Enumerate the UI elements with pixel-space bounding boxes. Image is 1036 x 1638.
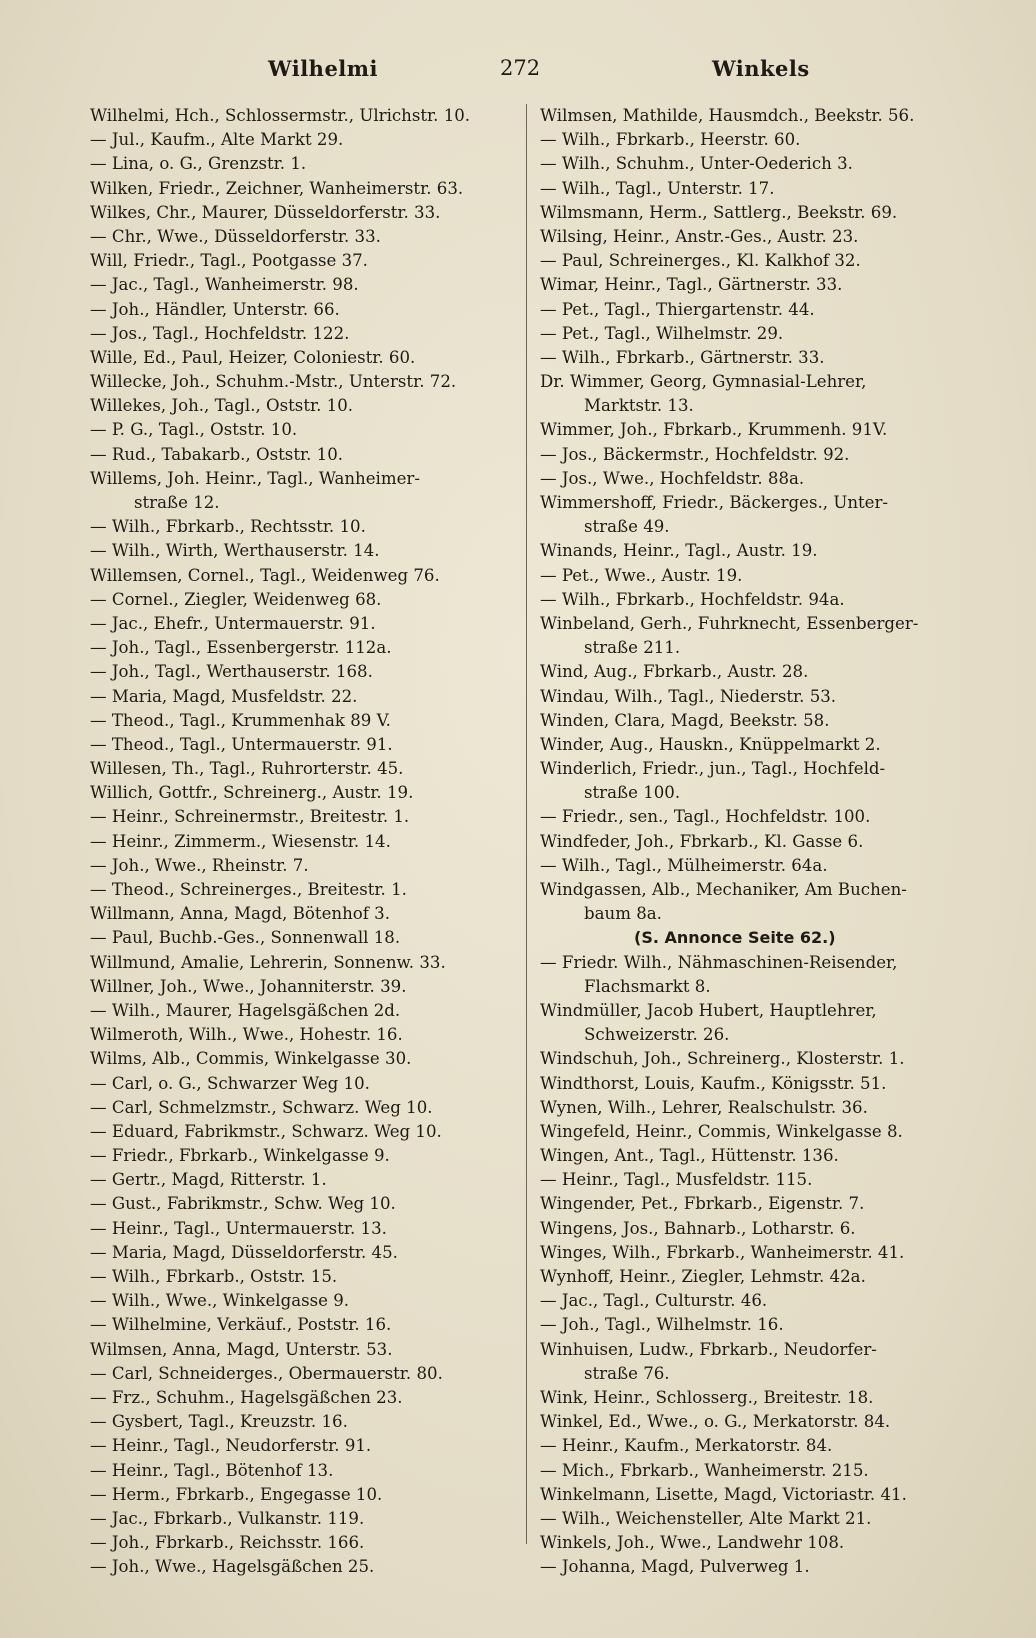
directory-entry: Wingender, Pet., Fbrkarb., Eigenstr. 7. — [540, 1194, 865, 1214]
directory-entry: Willmann, Anna, Magd, Bötenhof 3. — [90, 904, 390, 924]
directory-entry: — Wilh., Weichensteller, Alte Markt 21. — [540, 1508, 872, 1528]
directory-entry: — Heinr., Tagl., Neudorferstr. 91. — [90, 1436, 372, 1456]
directory-entry: Winder, Aug., Hauskn., Knüppelmarkt 2. — [540, 734, 881, 754]
directory-entry: Wynen, Wilh., Lehrer, Realschulstr. 36. — [540, 1097, 868, 1117]
directory-entry: — Chr., Wwe., Düsseldorferstr. 33. — [90, 226, 381, 246]
directory-entry: Wingefeld, Heinr., Commis, Winkelgasse 8. — [540, 1121, 903, 1141]
directory-entry: — Wilh., Fbrkarb., Heerstr. 60. — [540, 130, 801, 150]
entry-continuation: baum 8a. — [584, 904, 662, 924]
directory-entry: — Joh., Tagl., Essenbergerstr. 112a. — [90, 638, 392, 658]
directory-entry: — Joh., Wwe., Rheinstr. 7. — [90, 855, 309, 875]
directory-entry: — Jos., Bäckermstr., Hochfeldstr. 92. — [540, 444, 850, 464]
directory-entry: — Heinr., Tagl., Untermauerstr. 13. — [90, 1218, 387, 1238]
directory-entry: Willems, Joh. Heinr., Tagl., Wanheimer- — [90, 468, 420, 488]
directory-entry: Winden, Clara, Magd, Beekstr. 58. — [540, 710, 830, 730]
directory-entry: — Jac., Ehefr., Untermauerstr. 91. — [90, 613, 376, 633]
directory-entry: — Heinr., Zimmerm., Wiesenstr. 14. — [90, 831, 391, 851]
directory-entry: Wimmer, Joh., Fbrkarb., Krummenh. 91V. — [540, 420, 888, 440]
directory-entry: — Wilh., Tagl., Unterstr. 17. — [540, 178, 775, 198]
directory-entry: — Jos., Tagl., Hochfeldstr. 122. — [90, 323, 350, 343]
entry-continuation: straße 76. — [584, 1363, 670, 1383]
entry-continuation: straße 12. — [134, 493, 220, 512]
directory-entry: Wingen, Ant., Tagl., Hüttenstr. 136. — [540, 1146, 839, 1166]
directory-entry: — Gysbert, Tagl., Kreuzstr. 16. — [90, 1412, 348, 1432]
page-header — [90, 52, 970, 92]
directory-entry: — Jac., Tagl., Wanheimerstr. 98. — [90, 275, 359, 295]
directory-entry: Wilkes, Chr., Maurer, Düsseldorferstr. 33. — [90, 202, 441, 222]
directory-entry: Willesen, Th., Tagl., Ruhrorterstr. 45. — [90, 759, 404, 779]
directory-entry: — Lina, o. G., Grenzstr. 1. — [90, 154, 307, 174]
directory-entry: Wilken, Friedr., Zeichner, Wanheimerstr. 63. — [90, 178, 464, 198]
directory-entry: Winands, Heinr., Tagl., Austr. 19. — [540, 541, 818, 561]
directory-entry: — Heinr., Kaufm., Merkatorstr. 84. — [540, 1436, 833, 1456]
left-column — [90, 104, 510, 1579]
directory-entry: Wilhelmi, Hch., Schlossermstr., Ulrichstr. 10. — [90, 106, 471, 125]
directory-entry: — Heinr., Tagl., Bötenhof 13. — [90, 1460, 334, 1480]
directory-entry: Wilmsen, Anna, Magd, Unterstr. 53. — [90, 1339, 393, 1359]
directory-entry: — Joh., Tagl., Werthauserstr. 168. — [90, 662, 373, 682]
directory-entry: Wink, Heinr., Schlosserg., Breitestr. 18. — [540, 1387, 874, 1407]
directory-entry: — Wilh., Wwe., Winkelgasse 9. — [90, 1291, 350, 1311]
directory-entry: Winkelmann, Lisette, Magd, Victoriastr. 41. — [540, 1484, 907, 1504]
directory-entry: — Joh., Fbrkarb., Reichsstr. 166. — [90, 1533, 365, 1553]
directory-entry: Wynhoff, Heinr., Ziegler, Lehmstr. 42a. — [540, 1267, 866, 1286]
directory-entry: Wind, Aug., Fbrkarb., Austr. 28. — [540, 662, 809, 682]
directory-entry: — Wilh., Fbrkarb., Hochfeldstr. 94a. — [540, 589, 845, 609]
directory-entry: — Heinr., Schreinermstr., Breitestr. 1. — [90, 807, 410, 827]
directory-entry: — Herm., Fbrkarb., Engegasse 10. — [90, 1484, 383, 1504]
page-number: 272 — [500, 56, 541, 80]
directory-entry: Wille, Ed., Paul, Heizer, Coloniestr. 60. — [90, 347, 416, 367]
directory-entry: Winges, Wilh., Fbrkarb., Wanheimerstr. 41. — [540, 1242, 905, 1262]
entry-continuation: straße 49. — [584, 517, 670, 537]
directory-entry: Will, Friedr., Tagl., Pootgasse 37. — [90, 251, 368, 271]
directory-entry: Wimar, Heinr., Tagl., Gärtnerstr. 33. — [540, 275, 843, 295]
directory-entry: — Wilh., Schuhm., Unter-Oederich 3. — [540, 154, 853, 174]
directory-entry: Winkels, Joh., Wwe., Landwehr 108. — [540, 1533, 845, 1553]
directory-entry: Winhuisen, Ludw., Fbrkarb., Neudorfer- — [540, 1339, 877, 1359]
entry-continuation: Marktstr. 13. — [584, 396, 694, 416]
directory-entry: — Gertr., Magd, Ritterstr. 1. — [90, 1170, 327, 1190]
directory-entry: Willecke, Joh., Schuhm.-Mstr., Unterstr. 72. — [90, 372, 457, 392]
directory-entry: — Frz., Schuhm., Hagelsgäßchen 23. — [90, 1387, 403, 1407]
directory-entry: — Jul., Kaufm., Alte Markt 29. — [90, 130, 344, 150]
directory-entry: — Carl, o. G., Schwarzer Weg 10. — [90, 1073, 370, 1093]
directory-entry: Windschuh, Joh., Schreinerg., Klosterstr. 1. — [540, 1049, 905, 1069]
directory-entry: — Wilh., Tagl., Mülheimerstr. 64a. — [540, 855, 828, 875]
directory-entry: Dr. Wimmer, Georg, Gymnasial-Lehrer, — [540, 372, 867, 392]
directory-entry: — Mich., Fbrkarb., Wanheimerstr. 215. — [540, 1460, 869, 1480]
directory-entry: Willemsen, Cornel., Tagl., Weidenweg 76. — [90, 565, 440, 585]
entry-continuation: Flachsmarkt 8. — [584, 976, 711, 996]
directory-entry: — Maria, Magd, Musfeldstr. 22. — [90, 686, 358, 706]
directory-entry: — Wilh., Wirth, Werthauserstr. 14. — [90, 541, 380, 561]
directory-entry: — Wilh., Fbrkarb., Rechtsstr. 10. — [90, 517, 366, 537]
header-first-name: Wilhelmi — [268, 56, 378, 81]
directory-entry: — Eduard, Fabrikmstr., Schwarz. Weg 10. — [90, 1121, 442, 1141]
directory-entry: — Heinr., Tagl., Musfeldstr. 115. — [540, 1170, 813, 1190]
directory-entry: Wilmsmann, Herm., Sattlerg., Beekstr. 69. — [540, 202, 898, 222]
directory-entry: Willner, Joh., Wwe., Johanniterstr. 39. — [90, 976, 407, 996]
directory-entry: — P. G., Tagl., Oststr. 10. — [90, 420, 298, 440]
directory-entry: Winderlich, Friedr., jun., Tagl., Hochfeld- — [540, 759, 886, 779]
directory-entry: Winkel, Ed., Wwe., o. G., Merkatorstr. 84. — [540, 1412, 891, 1432]
directory-entry: Wilsing, Heinr., Anstr.-Ges., Austr. 23. — [540, 226, 859, 246]
annonce-note: (S. Annonce Seite 62.) — [634, 928, 836, 948]
directory-entry: — Rud., Tabakarb., Oststr. 10. — [90, 444, 344, 464]
directory-entry: — Wilh., Fbrkarb., Gärtnerstr. 33. — [540, 347, 825, 367]
directory-entry: — Jac., Fbrkarb., Vulkanstr. 119. — [90, 1508, 365, 1528]
directory-entry: Windfeder, Joh., Fbrkarb., Kl. Gasse 6. — [540, 831, 864, 851]
directory-entry: — Joh., Wwe., Hagelsgäßchen 25. — [90, 1557, 375, 1577]
directory-entry: Windgassen, Alb., Mechaniker, Am Buchen- — [540, 880, 907, 899]
directory-entry: — Theod., Schreinerges., Breitestr. 1. — [90, 880, 407, 899]
entry-continuation: Schweizerstr. 26. — [584, 1025, 730, 1045]
directory-entry: — Friedr., Fbrkarb., Winkelgasse 9. — [90, 1146, 390, 1166]
directory-entry: — Jos., Wwe., Hochfeldstr. 88a. — [540, 468, 805, 488]
column-divider — [526, 104, 527, 1544]
directory-entry: — Carl, Schmelzmstr., Schwarz. Weg 10. — [90, 1097, 433, 1117]
directory-entry: — Pet., Wwe., Austr. 19. — [540, 565, 743, 585]
directory-entry: — Friedr. Wilh., Nähmaschinen-Reisender, — [540, 952, 898, 972]
directory-entry: Windthorst, Louis, Kaufm., Königsstr. 51. — [540, 1073, 887, 1093]
directory-entry: Wingens, Jos., Bahnarb., Lotharstr. 6. — [540, 1218, 856, 1238]
directory-entry: — Joh., Händler, Unterstr. 66. — [90, 299, 340, 319]
directory-entry: Wilmsen, Mathilde, Hausmdch., Beekstr. 56. — [540, 106, 915, 125]
directory-entry: Windau, Wilh., Tagl., Niederstr. 53. — [540, 686, 837, 706]
directory-entry: — Theod., Tagl., Untermauerstr. 91. — [90, 734, 393, 754]
directory-entry: — Carl, Schneiderges., Obermauerstr. 80. — [90, 1363, 443, 1383]
directory-entry: — Maria, Magd, Düsseldorferstr. 45. — [90, 1242, 398, 1262]
directory-entry: Willmund, Amalie, Lehrerin, Sonnenw. 33. — [90, 952, 446, 972]
header-last-name: Winkels — [712, 56, 810, 81]
entry-continuation: straße 211. — [584, 638, 681, 658]
directory-entry: Wimmershoff, Friedr., Bäckerges., Unter- — [540, 493, 889, 512]
directory-entry: — Paul, Buchb.-Ges., Sonnenwall 18. — [90, 928, 401, 948]
directory-entry: — Gust., Fabrikmstr., Schw. Weg 10. — [90, 1194, 396, 1214]
directory-entry: Winbeland, Gerh., Fuhrknecht, Essenberger- — [540, 613, 919, 633]
directory-entry: Windmüller, Jacob Hubert, Hauptlehrer, — [540, 1000, 877, 1020]
directory-entry: — Friedr., sen., Tagl., Hochfeldstr. 100. — [540, 807, 871, 827]
directory-entry: Willich, Gottfr., Schreinerg., Austr. 19. — [90, 783, 414, 803]
directory-entry: — Jac., Tagl., Culturstr. 46. — [540, 1291, 768, 1311]
directory-entry: — Theod., Tagl., Krummenhak 89 V. — [90, 710, 391, 730]
directory-entry: — Wilh., Fbrkarb., Oststr. 15. — [90, 1267, 338, 1286]
directory-entry: — Joh., Tagl., Wilhelmstr. 16. — [540, 1315, 784, 1335]
directory-entry: Wilms, Alb., Commis, Winkelgasse 30. — [90, 1049, 412, 1069]
right-column — [540, 104, 960, 1579]
directory-entry: — Paul, Schreinerges., Kl. Kalkhof 32. — [540, 251, 861, 271]
directory-entry: — Pet., Tagl., Wilhelmstr. 29. — [540, 323, 784, 343]
directory-entry: — Cornel., Ziegler, Weidenweg 68. — [90, 589, 382, 609]
directory-entry: — Pet., Tagl., Thiergartenstr. 44. — [540, 299, 815, 319]
directory-entry: — Wilhelmine, Verkäuf., Poststr. 16. — [90, 1315, 392, 1335]
directory-entry: — Johanna, Magd, Pulverweg 1. — [540, 1557, 810, 1577]
directory-entry: — Wilh., Maurer, Hagelsgäßchen 2d. — [90, 1000, 401, 1020]
entry-continuation: straße 100. — [584, 783, 681, 803]
directory-entry: Wilmeroth, Wilh., Wwe., Hohestr. 16. — [90, 1025, 403, 1045]
directory-entry: Willekes, Joh., Tagl., Oststr. 10. — [90, 396, 354, 416]
